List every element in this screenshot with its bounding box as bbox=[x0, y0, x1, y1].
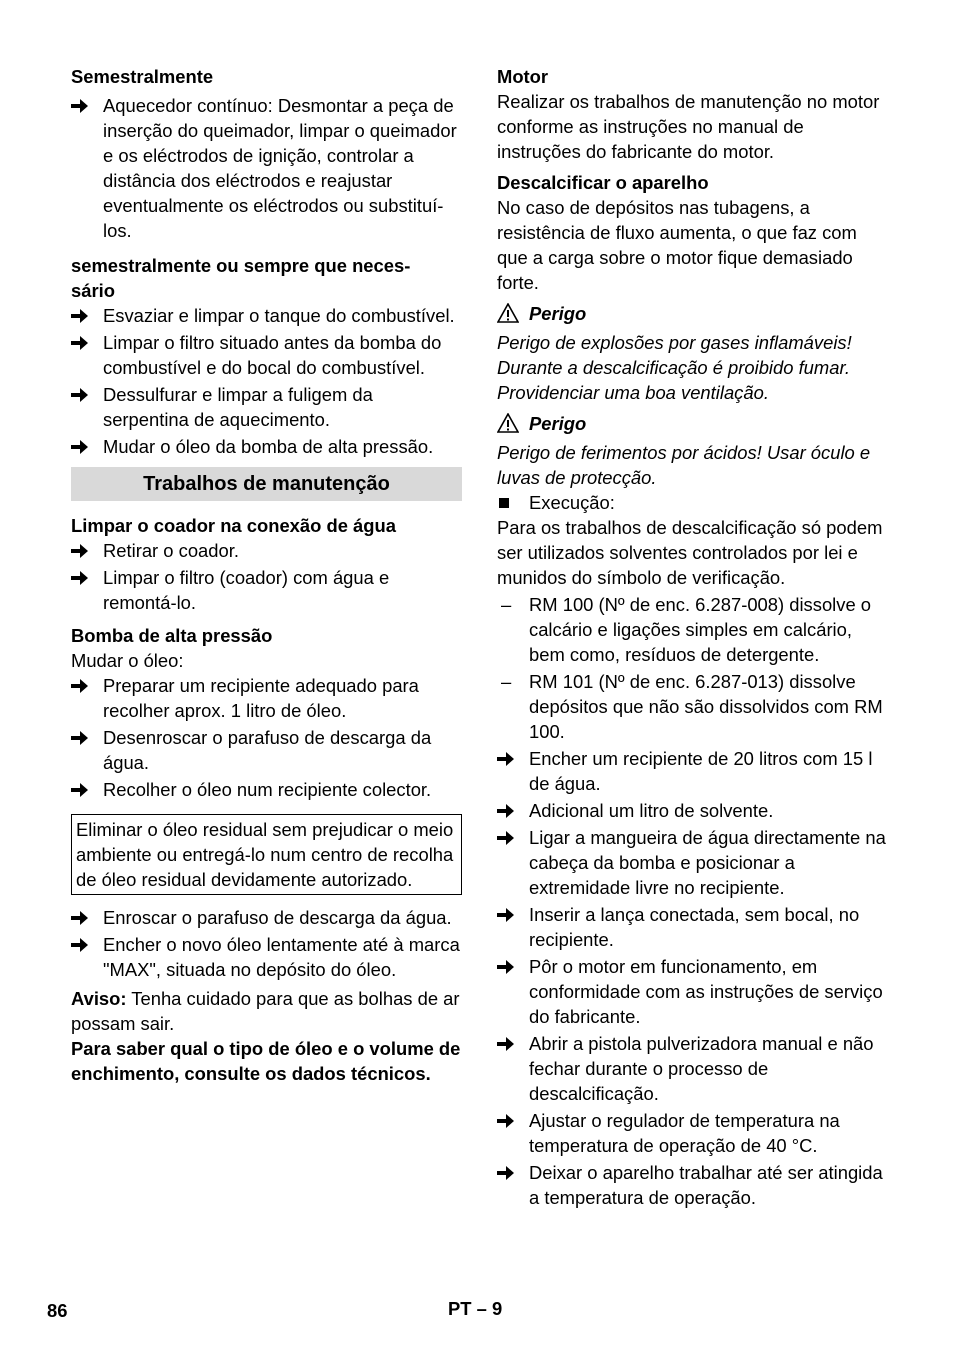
list-item: Adicional um litro de solvente. bbox=[497, 798, 887, 823]
warning-text: Perigo de explosões por gases inflamáveis! Durante a descalcificação é proibido fumar. Providenciar uma boa ventilação. bbox=[497, 332, 852, 403]
arrow-right-icon bbox=[71, 303, 95, 323]
list-item: Encher o novo óleo lentamente até à marca "MAX", situada no depósito do óleo. bbox=[71, 932, 462, 982]
list-item: Esvaziar e limpar o tanque do combustível. bbox=[71, 303, 462, 328]
list-item: Ajustar o regulador de temperatura na temperatura de operação de 40 °C. bbox=[497, 1108, 887, 1158]
warning-triangle-icon bbox=[497, 303, 519, 329]
arrow-right-icon bbox=[497, 825, 521, 845]
language-page-label: PT – 9 bbox=[448, 1298, 503, 1319]
right-column bbox=[497, 64, 887, 1210]
left-column bbox=[71, 64, 462, 1086]
list-item: Desenroscar o parafuso de descarga da água. bbox=[71, 725, 462, 775]
dash-item: – RM 100 (Nº de enc. 6.287-008) dissolve o calcário e ligações simples em calcário, bem como, resíduos de detergente. bbox=[501, 594, 872, 665]
list-item: Enroscar o parafuso de descarga da água. bbox=[71, 905, 462, 930]
arrow-right-icon bbox=[71, 330, 95, 350]
list-item: Encher um recipiente de 20 litros com 15 l de água. bbox=[497, 746, 887, 796]
warning-triangle-icon bbox=[497, 413, 519, 439]
heading-semestralmente: Semestralmente bbox=[71, 66, 214, 87]
motor-text: Realizar os trabalhos de manutenção no motor conforme as instruções no manual de instruções do fabricante do motor. bbox=[497, 91, 880, 162]
warning-title: Perigo bbox=[497, 301, 887, 326]
list-item: Ligar a mangueira de água directamente na cabeça da bomba e posicionar a extremidade livre no recipiente. bbox=[497, 825, 887, 900]
arrow-right-icon bbox=[71, 565, 95, 585]
list-item: Recolher o óleo num recipiente colector. bbox=[71, 777, 462, 802]
arrow-right-icon bbox=[497, 746, 521, 766]
heading-descalcificar: Descalcificar o aparelho bbox=[497, 172, 709, 193]
arrow-right-icon bbox=[497, 1160, 521, 1180]
heading-bomba-alta-pressao: Bomba de alta pressão bbox=[71, 625, 273, 646]
arrow-right-icon bbox=[71, 382, 95, 402]
square-bullet-icon bbox=[499, 498, 509, 508]
arrow-right-icon bbox=[497, 798, 521, 818]
exec-text: Para os trabalhos de descalcificação só podem ser utilizados solventes controlados por lei e munidos do símbolo de verificação. bbox=[497, 517, 883, 588]
arrow-right-icon bbox=[71, 673, 95, 693]
descalc-text: No caso de depósitos nas tubagens, a resistência de fluxo aumenta, o que faz com que a carga sobre o motor fique demasiado forte. bbox=[497, 197, 857, 293]
list-item: Pôr o motor em funcionamento, em conformidade com as instruções de serviço do fabricante. bbox=[497, 954, 887, 1029]
aviso-paragraph: Aviso: Tenha cuidado para que as bolhas de ar possam sair. bbox=[71, 988, 460, 1034]
arrow-right-icon bbox=[497, 1108, 521, 1128]
dash-item: – RM 101 (Nº de enc. 6.287-013) dissolve depósitos que não são dissolvidos com RM 100. bbox=[501, 671, 883, 742]
bomba-intro: Mudar o óleo: bbox=[71, 650, 184, 671]
note-box: Eliminar o óleo residual sem prejudicar o meio ambiente ou entregá-lo num centro de recolha de óleo residual devidamente autorizado. bbox=[71, 814, 462, 895]
arrow-right-icon bbox=[71, 777, 95, 797]
arrow-right-icon bbox=[71, 725, 95, 745]
heading-semestral-ou-sempre: semestralmente ou sempre que neces- sário bbox=[71, 255, 411, 301]
warning-title: Perigo bbox=[497, 411, 887, 436]
arrow-right-icon bbox=[71, 932, 95, 952]
arrow-right-icon bbox=[71, 93, 95, 113]
arrow-right-icon bbox=[71, 538, 95, 558]
bold-note: Para saber qual o tipo de óleo e o volume de enchimento, consulte os dados técnicos. bbox=[71, 1038, 461, 1084]
aviso-label: Aviso: bbox=[71, 988, 127, 1009]
heading-motor: Motor bbox=[497, 66, 549, 87]
list-item: Retirar o coador. bbox=[71, 538, 462, 563]
arrow-right-icon bbox=[497, 1031, 521, 1051]
list-item: Mudar o óleo da bomba de alta pressão. bbox=[71, 434, 462, 459]
arrow-right-icon bbox=[71, 905, 95, 925]
arrow-right-icon bbox=[497, 954, 521, 974]
arrow-right-icon bbox=[71, 434, 95, 454]
execucao-item: Execução: bbox=[497, 490, 887, 515]
list-item: Aquecedor contínuo: Desmontar a peça de inserção do queimador, limpar o queimador e os eléctrodos de ignição, controlar a distância dos eléctrodos e reajustar eventualmente os eléctrodos ou substituí-los. bbox=[71, 93, 462, 243]
page-number: 86 bbox=[47, 1300, 68, 1321]
list-item: Deixar o aparelho trabalhar até ser atingida a temperatura de operação. bbox=[497, 1160, 887, 1210]
warning-text: Perigo de ferimentos por ácidos! Usar óculo e luvas de protecção. bbox=[497, 442, 871, 488]
list-item: Limpar o filtro situado antes da bomba do combustível e do bocal do combustível. bbox=[71, 330, 462, 380]
section-title-bar: Trabalhos de manutenção bbox=[71, 467, 462, 501]
list-item: Abrir a pistola pulverizadora manual e não fechar durante o processo de descalcificação. bbox=[497, 1031, 887, 1106]
list-item: Dessulfurar e limpar a fuligem da serpentina de aquecimento. bbox=[71, 382, 462, 432]
arrow-right-icon bbox=[497, 902, 521, 922]
list-item: Limpar o filtro (coador) com água e remontá-lo. bbox=[71, 565, 462, 615]
list-item: Preparar um recipiente adequado para recolher aprox. 1 litro de óleo. bbox=[71, 673, 462, 723]
heading-limpar-coador: Limpar o coador na conexão de água bbox=[71, 515, 396, 536]
list-item: Inserir a lança conectada, sem bocal, no recipiente. bbox=[497, 902, 887, 952]
